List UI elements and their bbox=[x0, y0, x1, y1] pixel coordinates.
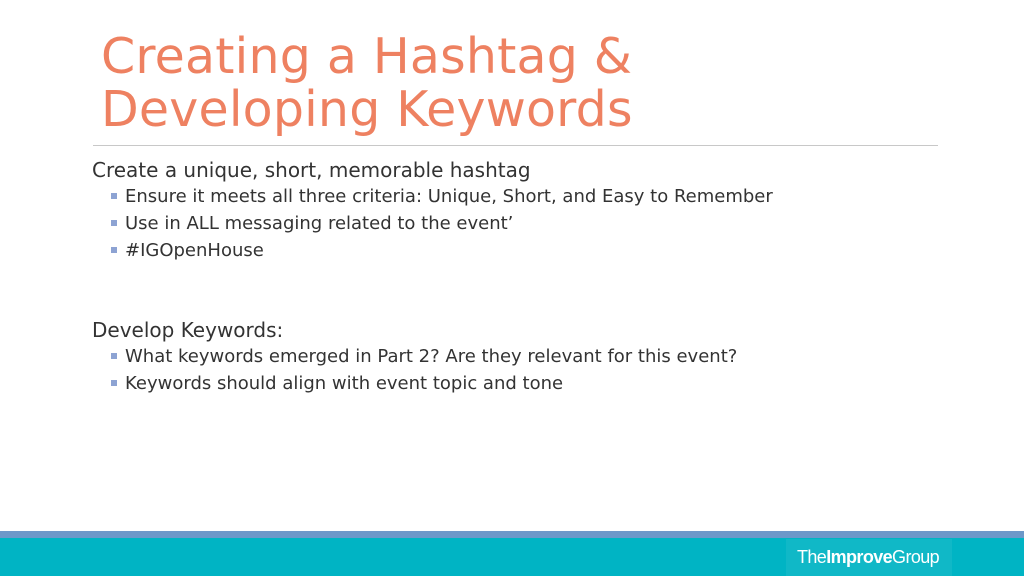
logo-the: The bbox=[797, 547, 827, 567]
list-item bbox=[111, 237, 972, 264]
slide-title-line-1: Creating a Hashtag & bbox=[101, 28, 633, 85]
bullet-text: Use in ALL messaging related to the event’ bbox=[125, 213, 514, 234]
square-bullet-icon bbox=[111, 247, 117, 253]
logo-improve: Improve bbox=[826, 547, 893, 567]
square-bullet-icon bbox=[111, 193, 117, 199]
square-bullet-icon bbox=[111, 353, 117, 359]
bullet-text: Keywords should align with event topic and tone bbox=[125, 373, 564, 394]
footer-stripe bbox=[0, 531, 1024, 538]
slide-title bbox=[101, 30, 633, 136]
list-item bbox=[111, 183, 972, 210]
improve-group-logo bbox=[797, 544, 939, 570]
list-item bbox=[111, 210, 972, 237]
logo-group: Group bbox=[892, 547, 940, 567]
list-item bbox=[111, 370, 972, 397]
slide-content bbox=[92, 157, 972, 397]
keywords-bullet-list bbox=[92, 343, 972, 397]
bullet-text: What keywords emerged in Part 2? Are they relevant for this event? bbox=[125, 346, 738, 367]
bullet-text: #IGOpenHouse bbox=[125, 240, 264, 261]
section-spacer bbox=[92, 264, 972, 317]
square-bullet-icon bbox=[111, 380, 117, 386]
hashtag-bullet-list bbox=[92, 183, 972, 264]
title-divider bbox=[93, 145, 938, 146]
bullet-text: Ensure it meets all three criteria: Unique, Short, and Easy to Remember bbox=[125, 186, 773, 207]
square-bullet-icon bbox=[111, 220, 117, 226]
keywords-section-heading: Develop Keywords: bbox=[92, 318, 284, 342]
hashtag-section-heading: Create a unique, short, memorable hashtag bbox=[92, 158, 531, 182]
slide-title-line-2: Developing Keywords bbox=[101, 81, 633, 138]
list-item bbox=[111, 343, 972, 370]
